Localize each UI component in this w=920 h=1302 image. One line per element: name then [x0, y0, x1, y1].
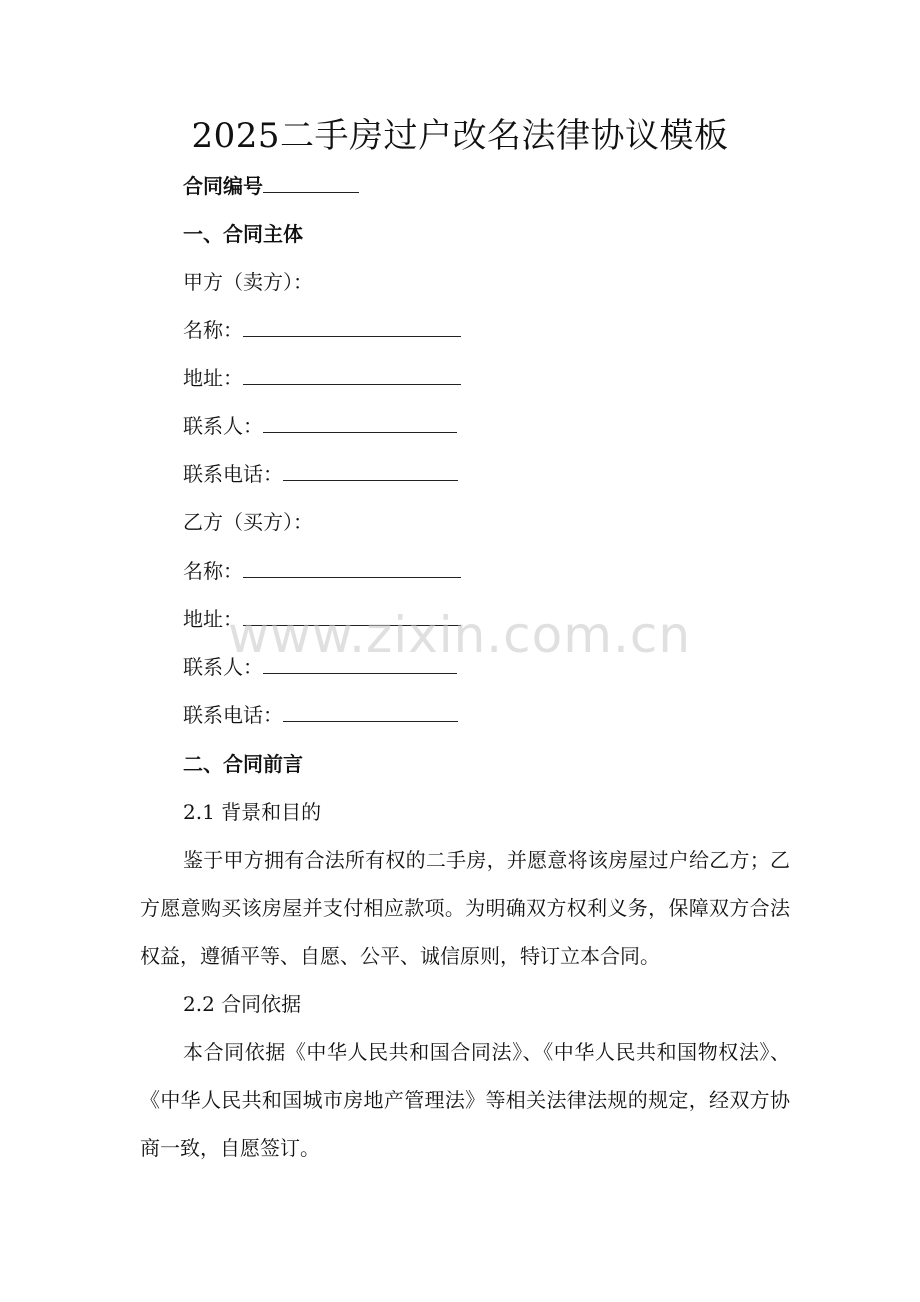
party-a-name-row: [183, 316, 461, 344]
party-b-name-blank: [243, 557, 461, 578]
party-a-contact-label: 联系人：: [183, 414, 263, 438]
section1-heading: 一、合同主体: [183, 222, 303, 246]
party-b-contact-label: 联系人：: [183, 655, 263, 679]
party-a-name-label: 名称：: [183, 318, 243, 342]
watermark: www.zixin.com.cn: [228, 606, 692, 664]
party-b-phone-row: [183, 701, 458, 729]
subsection-2-1-heading: 2.1 背景和目的: [183, 800, 322, 824]
subsection-2-2-heading: 2.2 合同依据: [183, 992, 302, 1016]
contract-number-blank: [263, 172, 359, 193]
party-b-heading: 乙方（买方）：: [183, 510, 313, 534]
section2-heading: 二、合同前言: [183, 752, 303, 776]
party-b-contact-row: [183, 653, 457, 681]
document-title: 2025二手房过户改名法律协议模板: [191, 116, 729, 156]
party-a-address-blank: [243, 364, 461, 385]
party-a-phone-row: [183, 460, 458, 488]
party-b-address-blank: [243, 605, 461, 626]
party-a-address-label: 地址：: [183, 366, 243, 390]
subsection-2-1-body: 鉴于甲方拥有合法所有权的二手房，并愿意将该房屋过户给乙方；乙方愿意购买该房屋并支付相应款项。为明确双方权利义务，保障双方合法权益，遵循平等、自愿、公平、诚信原则，特订立本合同。: [140, 848, 790, 968]
party-b-name-label: 名称：: [183, 559, 243, 583]
party-a-contact-blank: [263, 412, 457, 433]
party-b-contact-blank: [263, 653, 457, 674]
contract-number-label: 合同编号: [183, 174, 263, 198]
party-b-address-row: [183, 605, 461, 633]
party-b-name-row: [183, 557, 461, 585]
party-b-phone-blank: [283, 701, 458, 722]
party-a-name-blank: [243, 316, 461, 337]
party-a-address-row: [183, 364, 461, 392]
party-a-phone-label: 联系电话：: [183, 462, 283, 486]
party-a-phone-blank: [283, 460, 458, 481]
party-b-phone-label: 联系电话：: [183, 703, 283, 727]
contract-number-row: [183, 172, 359, 200]
subsection-2-2-body: 本合同依据《中华人民共和国合同法》、《中华人民共和国物权法》、《中华人民共和国城市房地产管理法》等相关法律法规的规定，经双方协商一致，自愿签订。: [140, 1040, 790, 1160]
party-a-contact-row: [183, 412, 457, 440]
party-a-heading: 甲方（卖方）：: [183, 270, 313, 294]
party-b-address-label: 地址：: [183, 607, 243, 631]
